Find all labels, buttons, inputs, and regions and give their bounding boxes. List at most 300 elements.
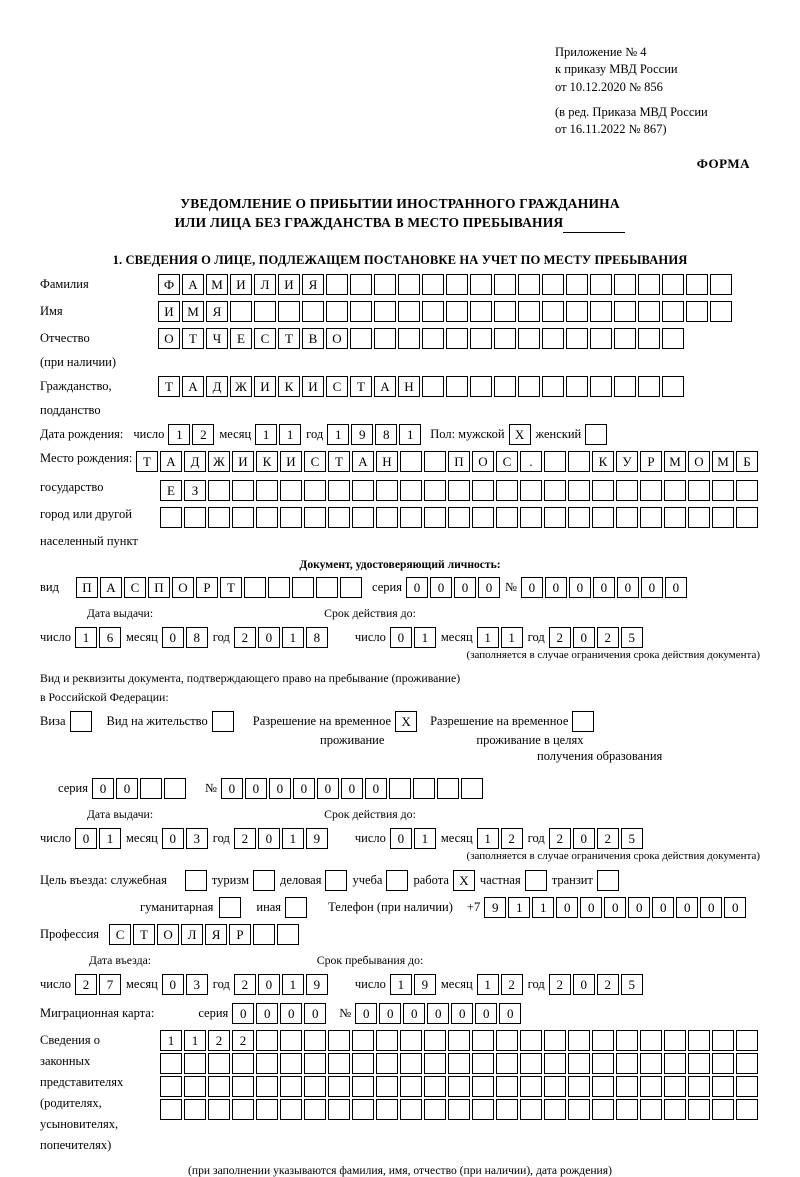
char-cell[interactable] xyxy=(616,1099,638,1120)
char-cell[interactable] xyxy=(304,1030,326,1051)
char-cell[interactable] xyxy=(566,376,588,397)
char-cell[interactable]: А xyxy=(352,451,374,472)
char-cell[interactable]: Р xyxy=(229,924,251,945)
char-cell[interactable] xyxy=(350,328,372,349)
char-cell[interactable] xyxy=(544,1030,566,1051)
char-cell[interactable]: Н xyxy=(398,376,420,397)
char-cell[interactable] xyxy=(544,451,566,472)
char-cell[interactable]: 2 xyxy=(234,974,256,995)
char-cell[interactable] xyxy=(328,507,350,528)
permit-valid-month-input[interactable] xyxy=(477,828,525,849)
doc-series-input[interactable] xyxy=(406,577,502,598)
char-cell[interactable]: 0 xyxy=(162,627,184,648)
temp-residence-checkbox[interactable] xyxy=(395,711,419,732)
purpose-tourism-checkbox[interactable] xyxy=(253,870,277,891)
char-cell[interactable]: Р xyxy=(640,451,662,472)
char-cell[interactable] xyxy=(736,1099,758,1120)
char-cell[interactable]: 9 xyxy=(351,424,373,445)
char-cell[interactable]: 1 xyxy=(282,627,304,648)
char-cell[interactable]: 8 xyxy=(186,627,208,648)
char-cell[interactable]: 1 xyxy=(477,627,499,648)
char-cell[interactable]: И xyxy=(230,274,252,295)
char-cell[interactable]: О xyxy=(172,577,194,598)
char-cell[interactable] xyxy=(712,1053,734,1074)
char-cell[interactable]: Ж xyxy=(208,451,230,472)
char-cell[interactable] xyxy=(232,480,254,501)
char-cell[interactable]: 1 xyxy=(99,828,121,849)
char-cell[interactable]: 0 xyxy=(232,1003,254,1024)
char-cell[interactable] xyxy=(494,376,516,397)
char-cell[interactable] xyxy=(437,778,459,799)
char-cell[interactable] xyxy=(472,1053,494,1074)
char-cell[interactable] xyxy=(664,1099,686,1120)
char-cell[interactable] xyxy=(277,924,299,945)
char-cell[interactable]: 0 xyxy=(573,828,595,849)
char-cell[interactable] xyxy=(253,870,275,891)
birth-place-city-input[interactable] xyxy=(160,480,760,501)
char-cell[interactable] xyxy=(424,1030,446,1051)
char-cell[interactable] xyxy=(544,480,566,501)
birth-day-input[interactable] xyxy=(168,424,216,445)
char-cell[interactable]: О xyxy=(688,451,710,472)
char-cell[interactable]: 8 xyxy=(375,424,397,445)
surname-input[interactable] xyxy=(158,274,734,295)
char-cell[interactable] xyxy=(253,924,275,945)
char-cell[interactable] xyxy=(422,328,444,349)
char-cell[interactable]: Е xyxy=(230,328,252,349)
char-cell[interactable] xyxy=(592,480,614,501)
char-cell[interactable] xyxy=(688,480,710,501)
char-cell[interactable]: Д xyxy=(184,451,206,472)
mig-series-input[interactable] xyxy=(232,1003,328,1024)
char-cell[interactable] xyxy=(638,328,660,349)
name-input[interactable] xyxy=(158,301,734,322)
char-cell[interactable] xyxy=(518,376,540,397)
char-cell[interactable]: С xyxy=(124,577,146,598)
char-cell[interactable] xyxy=(304,1099,326,1120)
char-cell[interactable] xyxy=(328,1099,350,1120)
char-cell[interactable]: 1 xyxy=(390,974,412,995)
purpose-transit-checkbox[interactable] xyxy=(597,870,621,891)
char-cell[interactable]: 0 xyxy=(430,577,452,598)
char-cell[interactable] xyxy=(352,1053,374,1074)
char-cell[interactable] xyxy=(542,376,564,397)
char-cell[interactable] xyxy=(413,778,435,799)
char-cell[interactable] xyxy=(376,1099,398,1120)
char-cell[interactable] xyxy=(592,1099,614,1120)
char-cell[interactable]: 0 xyxy=(451,1003,473,1024)
char-cell[interactable] xyxy=(688,1076,710,1097)
char-cell[interactable]: 0 xyxy=(573,627,595,648)
char-cell[interactable] xyxy=(470,328,492,349)
char-cell[interactable] xyxy=(184,1099,206,1120)
char-cell[interactable] xyxy=(160,1099,182,1120)
mig-number-input[interactable] xyxy=(355,1003,523,1024)
char-cell[interactable] xyxy=(160,1053,182,1074)
char-cell[interactable] xyxy=(585,424,607,445)
char-cell[interactable] xyxy=(592,1053,614,1074)
char-cell[interactable] xyxy=(350,274,372,295)
char-cell[interactable] xyxy=(712,507,734,528)
char-cell[interactable] xyxy=(614,376,636,397)
char-cell[interactable] xyxy=(256,1053,278,1074)
char-cell[interactable] xyxy=(328,1076,350,1097)
char-cell[interactable] xyxy=(325,870,347,891)
birth-place-state-input[interactable] xyxy=(136,451,760,472)
purpose-other-checkbox[interactable] xyxy=(285,897,309,918)
char-cell[interactable] xyxy=(640,480,662,501)
char-cell[interactable]: А xyxy=(374,376,396,397)
char-cell[interactable]: А xyxy=(100,577,122,598)
char-cell[interactable]: 0 xyxy=(258,974,280,995)
char-cell[interactable] xyxy=(376,1030,398,1051)
char-cell[interactable] xyxy=(461,778,483,799)
char-cell[interactable] xyxy=(448,1099,470,1120)
char-cell[interactable] xyxy=(544,1076,566,1097)
char-cell[interactable] xyxy=(590,328,612,349)
char-cell[interactable] xyxy=(616,1076,638,1097)
legal-row-2[interactable] xyxy=(160,1053,760,1074)
char-cell[interactable]: М xyxy=(182,301,204,322)
purpose-official-checkbox[interactable] xyxy=(185,870,209,891)
char-cell[interactable]: И xyxy=(232,451,254,472)
char-cell[interactable]: А xyxy=(182,274,204,295)
char-cell[interactable] xyxy=(280,1076,302,1097)
char-cell[interactable] xyxy=(688,1030,710,1051)
char-cell[interactable]: 0 xyxy=(162,974,184,995)
char-cell[interactable] xyxy=(208,1053,230,1074)
char-cell[interactable] xyxy=(640,1076,662,1097)
char-cell[interactable]: Т xyxy=(328,451,350,472)
entry-year-input[interactable] xyxy=(234,974,330,995)
char-cell[interactable] xyxy=(712,1076,734,1097)
char-cell[interactable]: 0 xyxy=(573,974,595,995)
char-cell[interactable] xyxy=(568,480,590,501)
char-cell[interactable]: И xyxy=(254,376,276,397)
char-cell[interactable] xyxy=(640,507,662,528)
entry-month-input[interactable] xyxy=(162,974,210,995)
char-cell[interactable] xyxy=(496,507,518,528)
char-cell[interactable]: 1 xyxy=(160,1030,182,1051)
char-cell[interactable]: 0 xyxy=(390,828,412,849)
char-cell[interactable]: 1 xyxy=(477,828,499,849)
char-cell[interactable] xyxy=(340,577,362,598)
char-cell[interactable] xyxy=(710,274,732,295)
char-cell[interactable]: 6 xyxy=(99,627,121,648)
doc-valid-year-input[interactable] xyxy=(549,627,645,648)
char-cell[interactable] xyxy=(568,1030,590,1051)
char-cell[interactable] xyxy=(520,1099,542,1120)
char-cell[interactable] xyxy=(664,1053,686,1074)
permit-valid-year-input[interactable] xyxy=(549,828,645,849)
char-cell[interactable]: Я xyxy=(302,274,324,295)
char-cell[interactable]: 0 xyxy=(427,1003,449,1024)
char-cell[interactable]: Т xyxy=(278,328,300,349)
char-cell[interactable] xyxy=(232,1076,254,1097)
char-cell[interactable] xyxy=(520,1053,542,1074)
char-cell[interactable] xyxy=(616,1053,638,1074)
char-cell[interactable]: 0 xyxy=(569,577,591,598)
char-cell[interactable] xyxy=(590,274,612,295)
char-cell[interactable] xyxy=(568,451,590,472)
char-cell[interactable] xyxy=(400,480,422,501)
char-cell[interactable]: 0 xyxy=(365,778,387,799)
char-cell[interactable] xyxy=(496,1030,518,1051)
char-cell[interactable] xyxy=(614,301,636,322)
char-cell[interactable]: З xyxy=(184,480,206,501)
char-cell[interactable] xyxy=(472,1076,494,1097)
char-cell[interactable] xyxy=(424,507,446,528)
char-cell[interactable] xyxy=(400,1053,422,1074)
doc-valid-month-input[interactable] xyxy=(477,627,525,648)
char-cell[interactable] xyxy=(70,711,92,732)
patronymic-input[interactable] xyxy=(158,328,686,349)
char-cell[interactable] xyxy=(662,328,684,349)
char-cell[interactable]: 0 xyxy=(652,897,674,918)
char-cell[interactable]: X xyxy=(453,870,475,891)
char-cell[interactable] xyxy=(542,274,564,295)
char-cell[interactable] xyxy=(256,1030,278,1051)
char-cell[interactable] xyxy=(662,274,684,295)
char-cell[interactable] xyxy=(185,870,207,891)
char-cell[interactable] xyxy=(352,480,374,501)
char-cell[interactable] xyxy=(376,507,398,528)
char-cell[interactable] xyxy=(446,274,468,295)
char-cell[interactable]: 0 xyxy=(245,778,267,799)
char-cell[interactable]: Ф xyxy=(158,274,180,295)
char-cell[interactable] xyxy=(400,451,422,472)
char-cell[interactable] xyxy=(374,328,396,349)
char-cell[interactable]: 0 xyxy=(556,897,578,918)
char-cell[interactable]: Т xyxy=(136,451,158,472)
permit-number-input[interactable] xyxy=(221,778,485,799)
char-cell[interactable] xyxy=(424,451,446,472)
phone-input[interactable] xyxy=(484,897,748,918)
char-cell[interactable]: Я xyxy=(205,924,227,945)
stay-month-input[interactable] xyxy=(477,974,525,995)
char-cell[interactable]: X xyxy=(395,711,417,732)
char-cell[interactable] xyxy=(592,507,614,528)
char-cell[interactable] xyxy=(446,328,468,349)
char-cell[interactable] xyxy=(232,1099,254,1120)
char-cell[interactable] xyxy=(640,1030,662,1051)
char-cell[interactable]: Т xyxy=(220,577,242,598)
residence-checkbox[interactable] xyxy=(212,711,236,732)
char-cell[interactable] xyxy=(638,376,660,397)
char-cell[interactable] xyxy=(328,1030,350,1051)
char-cell[interactable]: 0 xyxy=(221,778,243,799)
char-cell[interactable] xyxy=(184,1053,206,1074)
char-cell[interactable]: Д xyxy=(206,376,228,397)
char-cell[interactable] xyxy=(542,301,564,322)
char-cell[interactable]: 2 xyxy=(501,828,523,849)
char-cell[interactable] xyxy=(568,1053,590,1074)
char-cell[interactable]: 0 xyxy=(403,1003,425,1024)
char-cell[interactable] xyxy=(710,301,732,322)
char-cell[interactable]: И xyxy=(158,301,180,322)
char-cell[interactable]: 9 xyxy=(306,828,328,849)
char-cell[interactable]: 1 xyxy=(327,424,349,445)
char-cell[interactable] xyxy=(208,1076,230,1097)
char-cell[interactable]: 0 xyxy=(545,577,567,598)
char-cell[interactable]: 1 xyxy=(508,897,530,918)
char-cell[interactable]: О xyxy=(158,328,180,349)
char-cell[interactable] xyxy=(590,301,612,322)
legal-row-3[interactable] xyxy=(160,1076,760,1097)
char-cell[interactable]: 0 xyxy=(478,577,500,598)
char-cell[interactable]: У xyxy=(616,451,638,472)
char-cell[interactable]: 2 xyxy=(549,974,571,995)
char-cell[interactable] xyxy=(232,1053,254,1074)
char-cell[interactable] xyxy=(590,376,612,397)
char-cell[interactable]: И xyxy=(302,376,324,397)
char-cell[interactable] xyxy=(212,711,234,732)
char-cell[interactable] xyxy=(572,711,594,732)
char-cell[interactable]: 0 xyxy=(304,1003,326,1024)
char-cell[interactable] xyxy=(597,870,619,891)
char-cell[interactable]: 0 xyxy=(700,897,722,918)
char-cell[interactable]: Ж xyxy=(230,376,252,397)
char-cell[interactable] xyxy=(616,507,638,528)
char-cell[interactable] xyxy=(184,507,206,528)
char-cell[interactable] xyxy=(712,480,734,501)
char-cell[interactable]: Р xyxy=(196,577,218,598)
char-cell[interactable]: 1 xyxy=(414,627,436,648)
char-cell[interactable]: 9 xyxy=(484,897,506,918)
char-cell[interactable] xyxy=(244,577,266,598)
char-cell[interactable]: 2 xyxy=(597,974,619,995)
char-cell[interactable] xyxy=(140,778,162,799)
char-cell[interactable] xyxy=(160,1076,182,1097)
char-cell[interactable] xyxy=(400,507,422,528)
char-cell[interactable]: 2 xyxy=(549,828,571,849)
char-cell[interactable]: 1 xyxy=(184,1030,206,1051)
char-cell[interactable]: 1 xyxy=(282,974,304,995)
char-cell[interactable] xyxy=(292,577,314,598)
doc-issue-month-input[interactable] xyxy=(162,627,210,648)
char-cell[interactable]: Я xyxy=(206,301,228,322)
char-cell[interactable]: . xyxy=(520,451,542,472)
birth-month-input[interactable] xyxy=(255,424,303,445)
char-cell[interactable] xyxy=(328,1053,350,1074)
char-cell[interactable]: К xyxy=(592,451,614,472)
char-cell[interactable]: X xyxy=(509,424,531,445)
char-cell[interactable] xyxy=(616,480,638,501)
char-cell[interactable] xyxy=(398,328,420,349)
doc-issue-year-input[interactable] xyxy=(234,627,330,648)
birth-place-city-input-2[interactable] xyxy=(160,507,760,528)
char-cell[interactable] xyxy=(352,507,374,528)
char-cell[interactable] xyxy=(219,897,241,918)
entry-day-input[interactable] xyxy=(75,974,123,995)
char-cell[interactable] xyxy=(208,1099,230,1120)
char-cell[interactable] xyxy=(208,480,230,501)
char-cell[interactable]: 0 xyxy=(258,828,280,849)
char-cell[interactable] xyxy=(280,1053,302,1074)
char-cell[interactable]: 1 xyxy=(282,828,304,849)
char-cell[interactable] xyxy=(256,1076,278,1097)
char-cell[interactable]: И xyxy=(278,274,300,295)
char-cell[interactable] xyxy=(254,301,276,322)
char-cell[interactable] xyxy=(566,274,588,295)
char-cell[interactable] xyxy=(302,301,324,322)
char-cell[interactable]: П xyxy=(148,577,170,598)
char-cell[interactable] xyxy=(638,274,660,295)
char-cell[interactable]: 2 xyxy=(501,974,523,995)
char-cell[interactable] xyxy=(518,274,540,295)
char-cell[interactable] xyxy=(472,507,494,528)
purpose-humanitarian-checkbox[interactable] xyxy=(219,897,243,918)
char-cell[interactable] xyxy=(184,1076,206,1097)
char-cell[interactable] xyxy=(352,1076,374,1097)
char-cell[interactable] xyxy=(256,480,278,501)
char-cell[interactable] xyxy=(328,480,350,501)
char-cell[interactable]: Ч xyxy=(206,328,228,349)
char-cell[interactable] xyxy=(268,577,290,598)
visa-checkbox[interactable] xyxy=(70,711,94,732)
char-cell[interactable]: 0 xyxy=(724,897,746,918)
char-cell[interactable] xyxy=(472,1030,494,1051)
char-cell[interactable]: Т xyxy=(158,376,180,397)
char-cell[interactable] xyxy=(446,301,468,322)
char-cell[interactable]: 0 xyxy=(258,627,280,648)
char-cell[interactable] xyxy=(638,301,660,322)
char-cell[interactable]: 0 xyxy=(499,1003,521,1024)
char-cell[interactable] xyxy=(376,1053,398,1074)
char-cell[interactable] xyxy=(326,301,348,322)
char-cell[interactable] xyxy=(232,507,254,528)
char-cell[interactable]: Б xyxy=(736,451,758,472)
char-cell[interactable] xyxy=(664,507,686,528)
char-cell[interactable] xyxy=(285,897,307,918)
char-cell[interactable] xyxy=(568,507,590,528)
doc-valid-day-input[interactable] xyxy=(390,627,438,648)
char-cell[interactable]: 0 xyxy=(454,577,476,598)
doc-issue-day-input[interactable] xyxy=(75,627,123,648)
char-cell[interactable] xyxy=(688,1099,710,1120)
char-cell[interactable]: 2 xyxy=(234,828,256,849)
char-cell[interactable] xyxy=(616,1030,638,1051)
char-cell[interactable] xyxy=(256,1099,278,1120)
char-cell[interactable]: 0 xyxy=(593,577,615,598)
sex-male-checkbox[interactable] xyxy=(509,424,533,445)
char-cell[interactable]: 9 xyxy=(414,974,436,995)
char-cell[interactable]: 0 xyxy=(269,778,291,799)
char-cell[interactable] xyxy=(568,1099,590,1120)
char-cell[interactable] xyxy=(424,1053,446,1074)
char-cell[interactable] xyxy=(472,480,494,501)
char-cell[interactable] xyxy=(496,1099,518,1120)
char-cell[interactable] xyxy=(352,1099,374,1120)
char-cell[interactable] xyxy=(398,274,420,295)
char-cell[interactable] xyxy=(376,1076,398,1097)
char-cell[interactable]: 0 xyxy=(341,778,363,799)
char-cell[interactable]: 0 xyxy=(628,897,650,918)
char-cell[interactable]: 0 xyxy=(75,828,97,849)
char-cell[interactable]: Л xyxy=(181,924,203,945)
char-cell[interactable] xyxy=(640,1053,662,1074)
char-cell[interactable] xyxy=(592,1076,614,1097)
char-cell[interactable]: 3 xyxy=(186,974,208,995)
char-cell[interactable] xyxy=(304,480,326,501)
char-cell[interactable] xyxy=(230,301,252,322)
char-cell[interactable]: К xyxy=(256,451,278,472)
char-cell[interactable] xyxy=(470,301,492,322)
char-cell[interactable] xyxy=(448,1030,470,1051)
char-cell[interactable] xyxy=(614,328,636,349)
char-cell[interactable]: 1 xyxy=(255,424,277,445)
char-cell[interactable]: В xyxy=(302,328,324,349)
